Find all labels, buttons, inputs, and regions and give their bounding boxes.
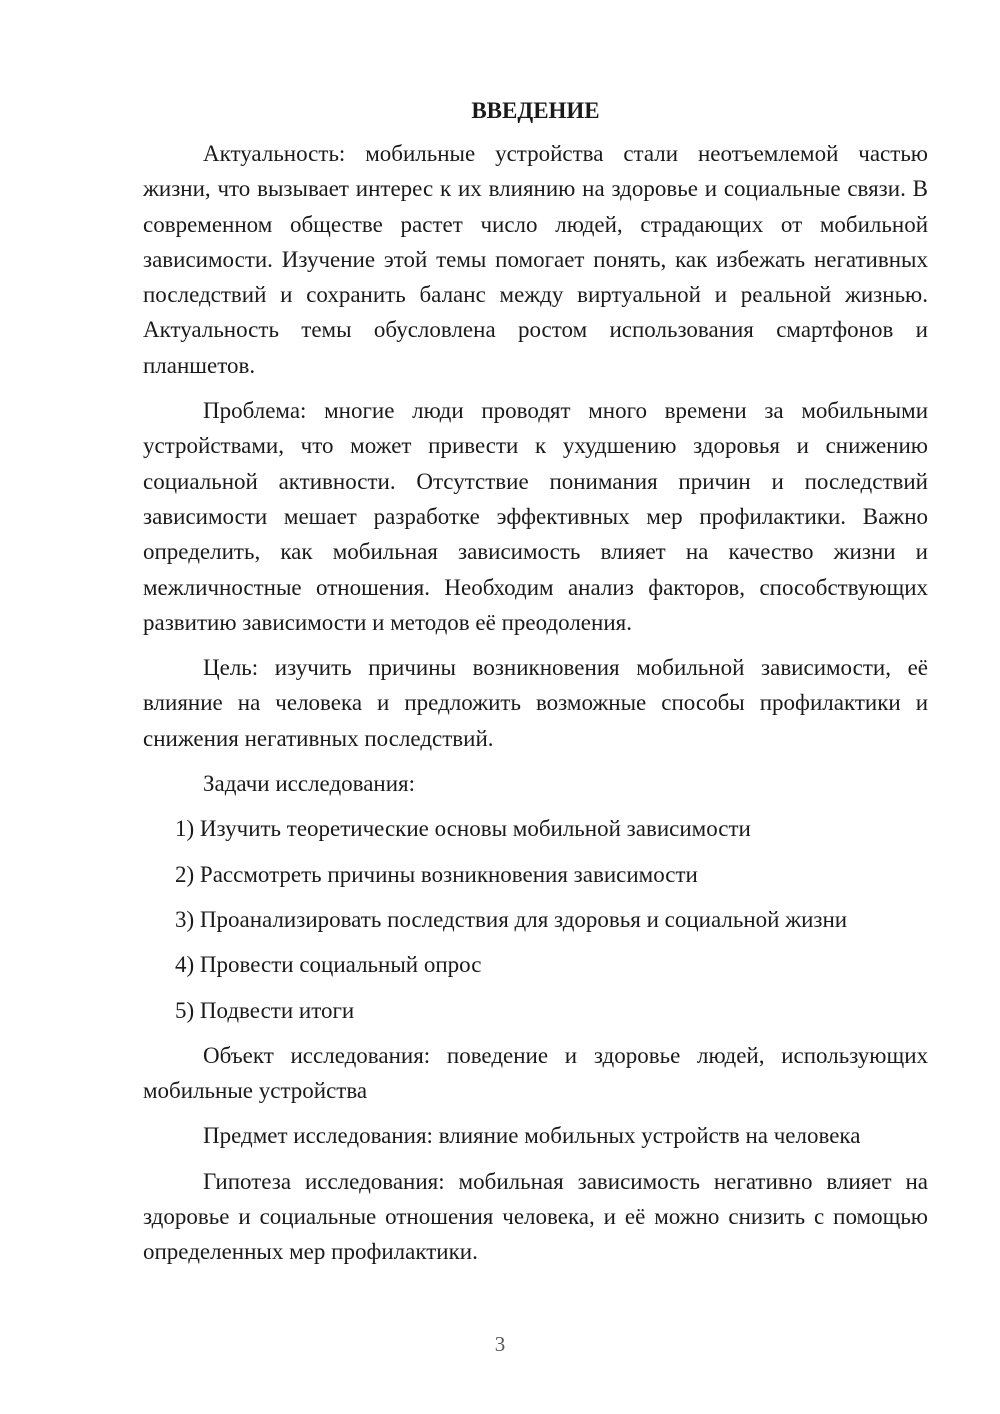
object-paragraph: Объект исследования: поведение и здоровье людей, использующих мобильные устройства <box>143 1042 928 1104</box>
relevance-paragraph: Актуальность: мобильные устройства стали неотъемлемой частью жизни, что вызывает интерес к их влиянию на здоровье и социальные связи. В современном обществе растет число людей, страдающих от мобильной зависимости. Изучение этой темы помогает понять, как избежать негативных последствий и сохранить баланс между виртуальной и реальной жизнью. Актуальность темы обусловлена ростом использования смартфонов и планшетов. <box>143 141 928 378</box>
tasks-heading: Задачи исследования: <box>203 771 416 797</box>
subject-paragraph: Предмет исследования: влияние мобильных устройств на человека <box>203 1123 861 1149</box>
list-item: 3) Проанализировать последствия для здоровья и социальной жизни <box>175 906 848 932</box>
list-item: 5) Подвести итоги <box>175 997 355 1023</box>
page-title: ВВЕДЕНИЕ <box>471 98 600 123</box>
list-item: 2) Рассмотреть причины возникновения зависимости <box>175 861 698 887</box>
list-item: 1) Изучить теоретические основы мобильной зависимости <box>175 816 751 842</box>
list-item: 4) Провести социальный опрос <box>175 952 482 978</box>
goal-paragraph: Цель: изучить причины возникновения мобильной зависимости, её влияние на человека и предложить возможные способы профилактики и снижения негативных последствий. <box>143 655 928 751</box>
tasks-list <box>143 811 928 1027</box>
page-number: 3 <box>494 1332 506 1356</box>
page-content <box>143 96 928 1280</box>
problem-paragraph: Проблема: многие люди проводят много времени за мобильными устройствами, что может привести к ухудшению здоровья и снижению социальной активности. Отсутствие понимания причин и последствий зависимости мешает разработке эффективных мер профилактики. Важно определить, как мобильная зависимость влияет на качество жизни и межличностные отношения. Необходим анализ факторов, способствующих развитию зависимости и методов её преодоления. <box>143 398 928 635</box>
hypothesis-paragraph: Гипотеза исследования: мобильная зависимость негативно влияет на здоровье и социальные отношения человека, и её можно снизить с помощью определенных мер профилактики. <box>143 1168 928 1265</box>
